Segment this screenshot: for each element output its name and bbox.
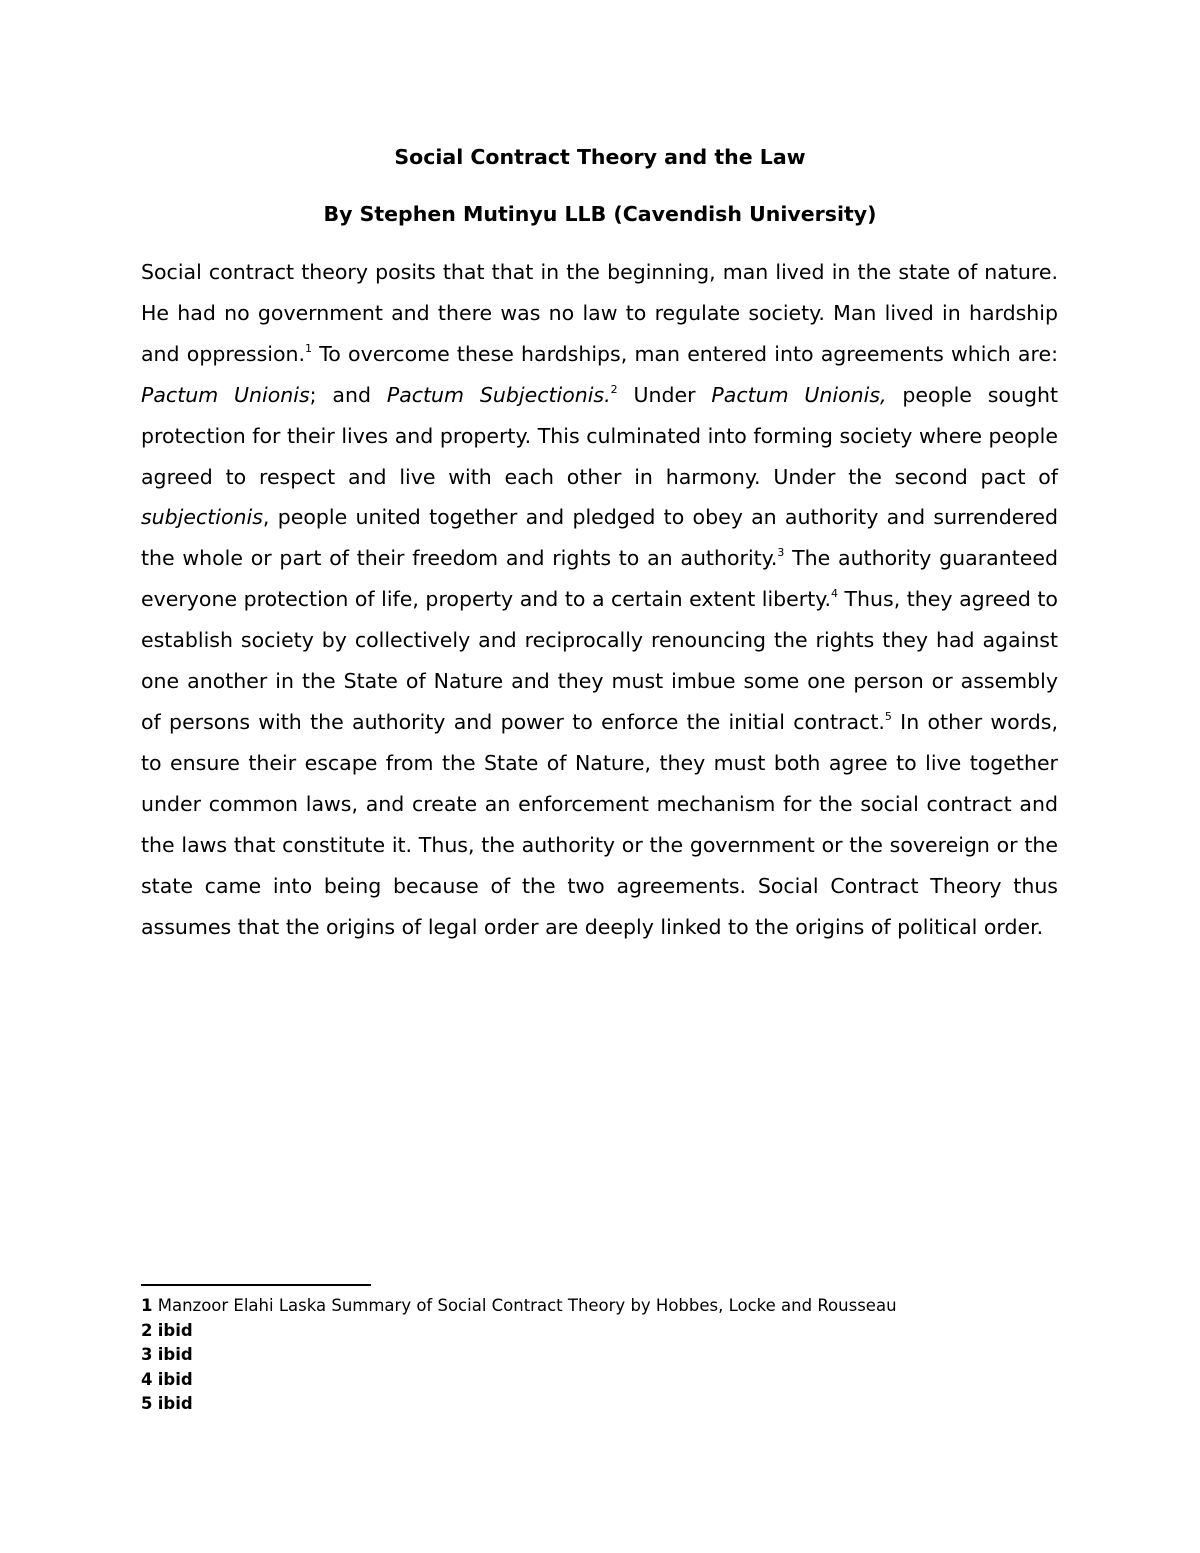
footnote-list <box>141 1294 1091 1417</box>
footnote-item <box>141 1319 1091 1344</box>
body-text-segment: Social contract theory posits that that in the beginning, man lived in the state of nature. He had no government and there was no law to regulate society. Man lived in hardship and oppression. <box>141 260 1058 366</box>
footnote-text: ibid <box>157 1369 193 1389</box>
body-text-segment: ; and <box>309 382 387 407</box>
footnote-number: 4 <box>141 1369 153 1389</box>
footnote-ref-1[interactable]: 1 <box>305 341 313 355</box>
italic-term: Pactum Unionis, <box>711 382 887 407</box>
italic-term: Pactum Unionis <box>141 382 310 407</box>
footnote-separator <box>141 1284 371 1286</box>
footnote-item <box>141 1368 1091 1393</box>
body-paragraph <box>141 252 1058 947</box>
footnote-ref-3[interactable]: 3 <box>777 546 785 560</box>
body-text-segment: Under <box>617 382 712 407</box>
body-text-segment: people sought protection for their lives and property. This culminated into forming society where people agreed to respect and live with each other in harmony. Under the second pact of <box>141 382 1058 489</box>
body-text-segment: To overcome these hardships, man entered into agreements which are: <box>312 341 1058 366</box>
body-text-segment: The authority guaranteed everyone protection of life, property and to a certain extent liberty. <box>141 546 1058 612</box>
body-text-segment: , people united together and pledged to obey an authority and surrendered the whole or part of their freedom and rights to an authority. <box>141 505 1058 571</box>
footnote-text: ibid <box>157 1320 193 1340</box>
body-text-segment: In other words, to ensure their escape from the State of Nature, they must both agree to live together under common laws, and create an enforcement mechanism for the social contract and the laws that constitute it. Thus, the authority or the government or the sovereign or the state came into being because of the two agreements. Social Contract Theory thus assumes that the origins of legal order are deeply linked to the origins of political order. <box>141 709 1059 939</box>
footnote-ref-4[interactable]: 4 <box>830 587 838 601</box>
italic-term: subjectionis <box>141 505 263 530</box>
footnote-text: ibid <box>157 1345 193 1364</box>
footnote-item <box>141 1294 1091 1319</box>
footnote-number: 3 <box>141 1345 153 1364</box>
footnote-text: Manzoor Elahi Laska Summary of Social Contract Theory by Hobbes, Locke and Rousseau <box>157 1296 897 1315</box>
footnote-number: 2 <box>141 1320 153 1340</box>
italic-term: Pactum Subjectionis. <box>386 382 611 407</box>
document-title: Social Contract Theory and the Law <box>394 145 806 169</box>
footnote-ref-5[interactable]: 5 <box>884 709 892 723</box>
footnote-number: 5 <box>141 1394 153 1413</box>
footnote-number: 1 <box>141 1296 153 1315</box>
body-text-segment: Thus, they agreed to establish society by collectively and reciprocally renouncing the rights they had against one another in the State of Nature and they must imbue some one person or assembly of persons with the authority and power to enforce the initial contract. <box>141 587 1058 734</box>
footnote-item <box>141 1343 1091 1368</box>
document-byline: By Stephen Mutinyu LLB (Cavendish University) <box>323 202 877 226</box>
footnote-item <box>141 1392 1091 1417</box>
footnote-text: ibid <box>157 1394 193 1413</box>
footnote-ref-2[interactable]: 2 <box>610 382 618 396</box>
